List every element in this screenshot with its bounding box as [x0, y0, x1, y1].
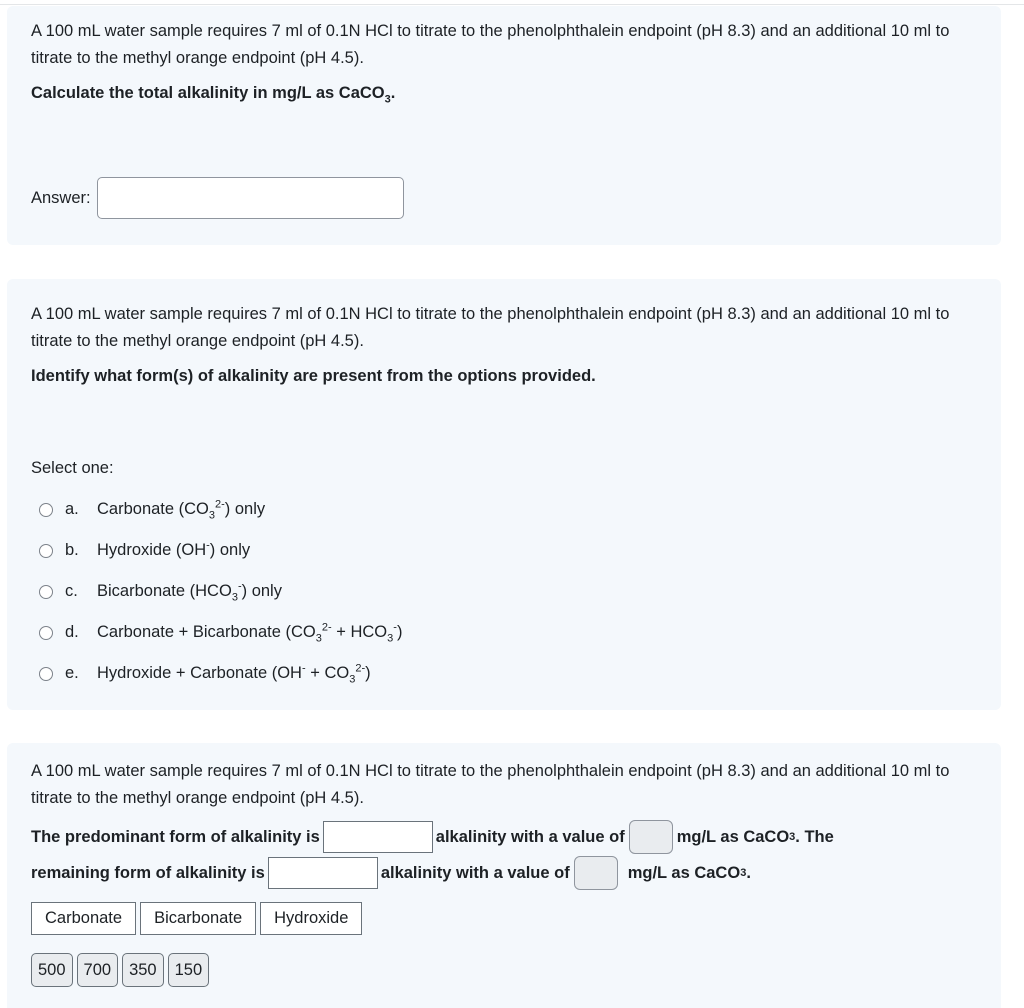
drag-choice-150[interactable]: 150: [168, 953, 210, 987]
drag-choice-carbonate[interactable]: Carbonate: [31, 902, 136, 935]
option-label: Carbonate $(CO_3^{2-})$ only: [97, 498, 266, 522]
question-2-text: A 100 mL water sample requires 7 ml of 0.1N HCl to titrate to the phenolphthalein endpoint (pH 8.3) and an additional 10 ml to titrate to the methyl orange endpoint (pH 4.5).: [31, 305, 950, 350]
option-letter: a.: [65, 500, 79, 518]
question-2-prompt: Identify what form(s) of alkalinity are present from the options provided.: [31, 367, 596, 385]
option-letter: c.: [65, 582, 78, 600]
predominant-value-drop-zone[interactable]: [629, 820, 673, 854]
option-letter: b.: [65, 541, 79, 559]
question-1-prompt: Calculate the total alkalinity in mg/L as CaCO$_3$.: [31, 84, 396, 106]
option-label: Carbonate + Bicarbonate $(CO_3^{2-} + HCO_3^-)$: [97, 621, 403, 645]
answer-input[interactable]: [97, 177, 404, 219]
option-c[interactable]: [39, 571, 402, 612]
option-b[interactable]: [39, 530, 402, 571]
option-d[interactable]: [39, 612, 402, 653]
answer-label: Answer:: [31, 188, 91, 207]
select-one-label: Select one:: [31, 459, 114, 477]
top-divider: [0, 4, 1024, 5]
question-3-card: [7, 743, 1001, 1008]
drag-choice-bicarbonate[interactable]: Bicarbonate: [140, 902, 256, 935]
drag-choice-hydroxide[interactable]: Hydroxide: [260, 902, 362, 935]
option-label: Bicarbonate $(HCO_3^-)$ only: [97, 580, 282, 604]
drag-choice-500[interactable]: 500: [31, 953, 73, 987]
answer-row: [31, 177, 404, 219]
remaining-value-drop-zone[interactable]: [574, 856, 618, 890]
question-1-card: [7, 6, 1001, 245]
radio-option-a[interactable]: [39, 503, 53, 517]
drag-choice-700[interactable]: 700: [77, 953, 119, 987]
drag-choice-350[interactable]: 350: [122, 953, 164, 987]
option-letter: e.: [65, 664, 79, 682]
option-a[interactable]: [39, 489, 402, 530]
radio-option-c[interactable]: [39, 585, 53, 599]
radio-option-e[interactable]: [39, 667, 53, 681]
option-label: Hydroxide + Carbonate $(OH^- + CO_3^{2-})$: [97, 662, 371, 686]
question-2-card: [7, 279, 1001, 710]
number-choices: [31, 953, 213, 987]
radio-option-d[interactable]: [39, 626, 53, 640]
answer-options: [39, 489, 402, 694]
remaining-form-drop-zone[interactable]: [268, 857, 378, 889]
text-choices: [31, 902, 366, 935]
question-1-text: A 100 mL water sample requires 7 ml of 0.1N HCl to titrate to the phenolphthalein endpoint (pH 8.3) and an additional 10 ml to titrate to the methyl orange endpoint (pH 4.5).: [31, 22, 950, 67]
option-letter: d.: [65, 623, 79, 641]
radio-option-b[interactable]: [39, 544, 53, 558]
option-label: Hydroxide (OH-) only: [97, 539, 251, 559]
fill-sentence-line-1: The predominant form of alkalinity is alkalinity with a value of mg/L as CaCO 3 . The: [31, 820, 834, 854]
option-e[interactable]: [39, 653, 402, 694]
predominant-form-drop-zone[interactable]: [323, 821, 433, 853]
question-3-text: A 100 mL water sample requires 7 ml of 0.1N HCl to titrate to the phenolphthalein endpoint (pH 8.3) and an additional 10 ml to titrate to the methyl orange endpoint (pH 4.5).: [31, 762, 950, 807]
fill-sentence-line-2: remaining form of alkalinity is alkalinity with a value of mg/L as CaCO 3 .: [31, 856, 751, 890]
